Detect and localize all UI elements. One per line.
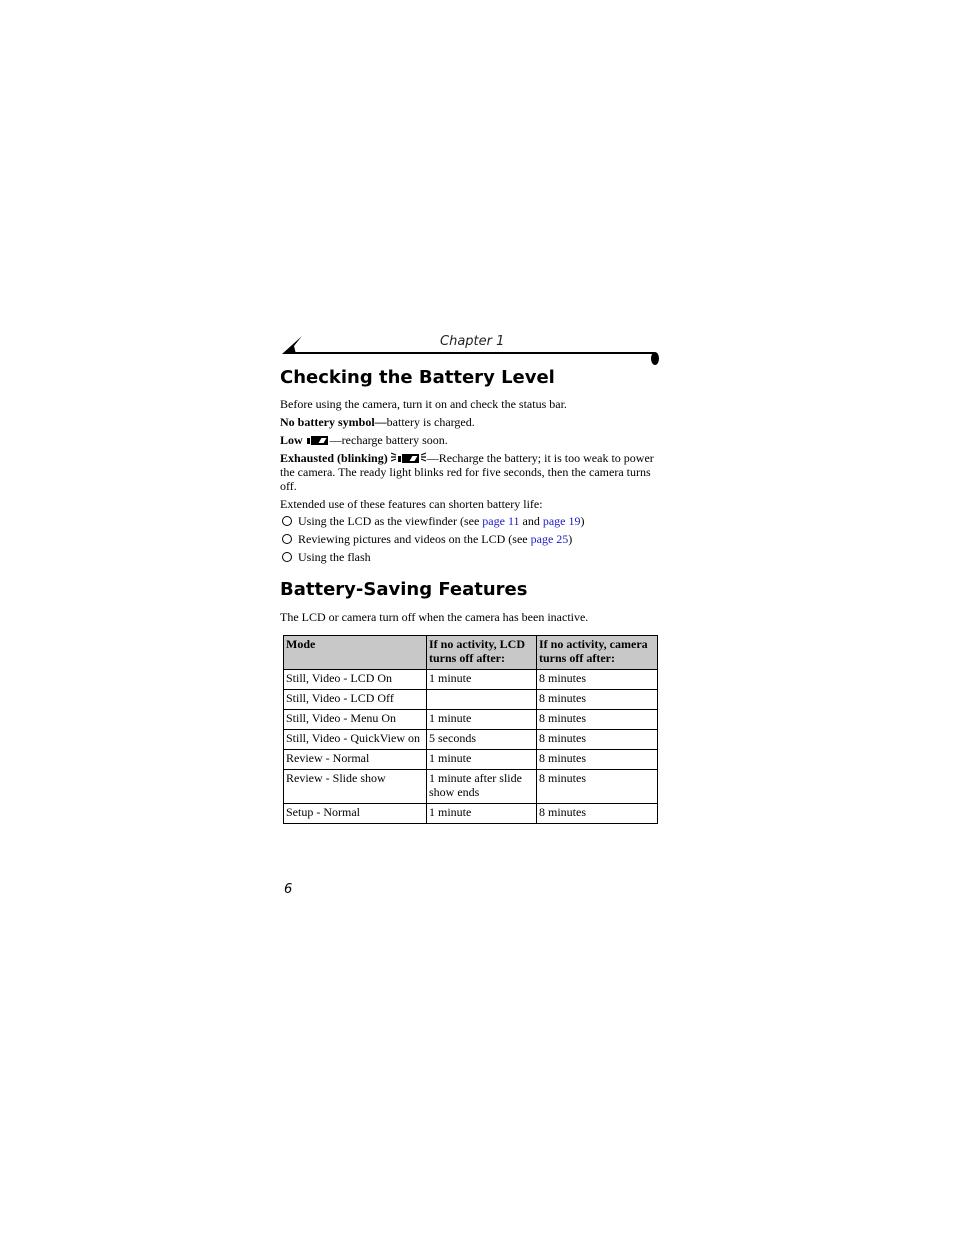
table-row [284,730,658,750]
section-title-battery-level: Checking the Battery Level [280,367,555,388]
table-row [284,670,658,690]
table-cell-mode: Still, Video - LCD Off [284,690,427,710]
table-cell-lcd: 5 seconds [427,730,537,750]
no-battery-symbol-line [280,415,660,429]
table-cell-camera: 8 minutes [537,770,658,804]
low-label: Low [280,433,303,447]
table-cell-camera: 8 minutes [537,750,658,770]
circle-bullet-icon [282,534,292,544]
table-cell-mode: Review - Slide show [284,770,427,804]
table-header-mode: Mode [284,636,427,670]
chapter-label: Chapter 1 [440,334,505,349]
table-cell-lcd: 1 minute [427,804,537,824]
list-item: Using the flash [280,550,585,568]
table-row [284,804,658,824]
table-header-camera: If no activity, camera turns off after: [537,636,658,670]
table-header-row [284,636,658,670]
no-battery-symbol-text: battery is charged. [386,415,475,429]
section-title-battery-saving: Battery-Saving Features [280,579,528,600]
table-cell-mode: Still, Video - Menu On [284,710,427,730]
exhausted-label: Exhausted (blinking) [280,451,388,465]
table-cell-mode: Setup - Normal [284,804,427,824]
chapter-header [280,330,660,366]
table-cell-mode: Review - Normal [284,750,427,770]
exhausted-battery-line [280,451,660,493]
extended-use-text: Extended use of these features can shorten battery life: [280,497,543,511]
chapter-rule [294,352,654,354]
table-cell-mode: Still, Video - QuickView on [284,730,427,750]
table-cell-lcd: 1 minute [427,670,537,690]
table-row [284,690,658,710]
table-cell-lcd [427,690,537,710]
table-row [284,710,658,730]
battery-drain-list [280,514,585,568]
low-text: —recharge battery soon. [329,433,448,447]
table-cell-camera: 8 minutes [537,670,658,690]
blink-marks-icon [391,452,397,463]
table-header-lcd: If no activity, LCD turns off after: [427,636,537,670]
table-cell-mode: Still, Video - LCD On [284,670,427,690]
table-cell-camera: 8 minutes [537,690,658,710]
table-cell-lcd: 1 minute after slide show ends [427,770,537,804]
circle-bullet-icon [282,516,292,526]
table-cell-lcd: 1 minute [427,750,537,770]
circle-bullet-icon [282,552,292,562]
no-battery-symbol-label: No battery symbol— [280,415,387,429]
chapter-rule-end-dot [651,352,659,365]
battery-saving-intro: The LCD or camera turn off when the camera has been inactive. [280,610,589,624]
battery-low-icon [307,436,329,445]
page-link[interactable]: page 25 [530,532,569,546]
exhausted-text: —Recharge the battery; it is too weak to power the camera. The ready light blinks red for five seconds, then the camera turns off. [280,451,654,493]
page-link[interactable]: page 19 [542,514,581,528]
table-row [284,770,658,804]
table-cell-camera: 8 minutes [537,710,658,730]
table-row [284,750,658,770]
list-item: Reviewing pictures and videos on the LCD (see page 25) [280,532,585,550]
table-cell-lcd: 1 minute [427,710,537,730]
page-link[interactable]: page 11 [482,514,520,528]
page-number: 6 [284,882,293,897]
battery-saving-table [283,635,658,824]
battery-intro: Before using the camera, turn it on and check the status bar. [280,397,567,411]
table-cell-camera: 8 minutes [537,730,658,750]
low-battery-line [280,433,660,447]
battery-exhausted-icon [398,454,420,463]
list-item: Using the LCD as the viewfinder (see page 11 and page 19) [280,514,585,532]
table-cell-camera: 8 minutes [537,804,658,824]
